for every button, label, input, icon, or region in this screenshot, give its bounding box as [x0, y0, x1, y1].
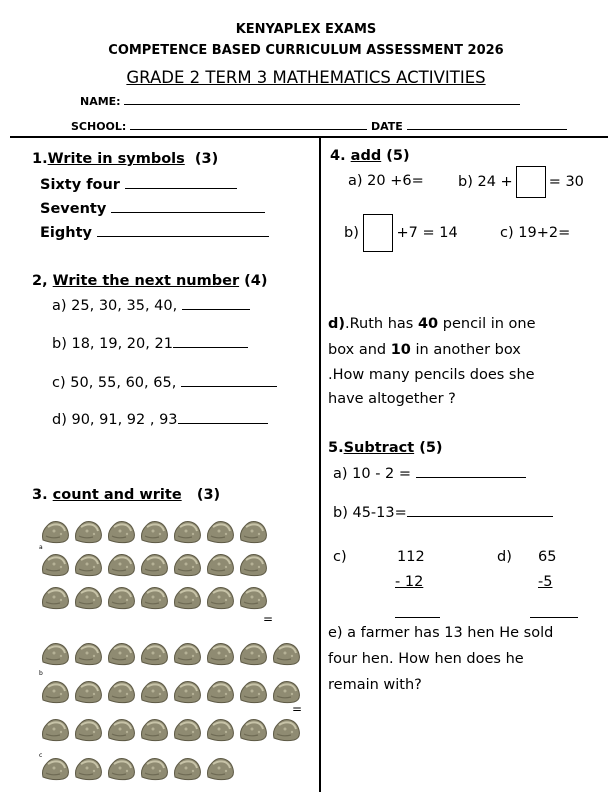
rock-icon: [271, 640, 301, 666]
q2-item-text: b) 18, 19, 20, 21: [52, 336, 173, 352]
rock-icon: [73, 518, 103, 544]
answer-blank[interactable]: [173, 334, 248, 348]
rock-icon: [139, 584, 169, 610]
rock-icon: [73, 716, 103, 742]
q3-heading: [32, 487, 220, 503]
q3-label-b: b: [39, 670, 43, 677]
q5-item-e-line1: e) a farmer has 13 hen He sold: [328, 625, 554, 641]
rock-icon: [40, 716, 70, 742]
q3-label-a: a: [39, 544, 43, 551]
rock-icon: [40, 584, 70, 610]
q5-number: 5.: [328, 440, 344, 456]
answer-blank[interactable]: [97, 223, 269, 237]
q1-marks: (3): [194, 151, 219, 167]
rock-icon: [139, 640, 169, 666]
q5-item-e-line2: four hen. How hen does he: [328, 651, 524, 667]
rock-icon: [172, 640, 202, 666]
rock-icon: [139, 755, 169, 781]
q2-item-a: [52, 296, 250, 314]
rock-icon: [172, 755, 202, 781]
q4-marks: (5): [386, 148, 410, 164]
q1-item-text: Seventy: [40, 201, 107, 217]
q5-item-e-line3: remain with?: [328, 677, 422, 693]
assessment-title: COMPETENCE BASED CURRICULUM ASSESSMENT 2026: [108, 43, 504, 58]
q4-b1-result: = 30: [548, 174, 584, 190]
q5-a-text: a) 10 - 2 =: [333, 466, 412, 482]
date-blank[interactable]: [407, 120, 567, 130]
q2-item-text: a) 25, 30, 35, 40,: [52, 298, 178, 314]
school-row: [71, 120, 567, 133]
q4-number: 4.: [330, 148, 346, 164]
rock-icon: [106, 678, 136, 704]
q5-marks: (5): [419, 440, 443, 456]
rock-icon: [40, 640, 70, 666]
rock-icon: [106, 755, 136, 781]
rock-icon: [40, 551, 70, 577]
name-blank[interactable]: [124, 95, 520, 105]
rock-icon: [205, 716, 235, 742]
name-label: NAME:: [80, 95, 121, 108]
q5-item-a: [333, 464, 526, 482]
q2-number: 2,: [32, 273, 48, 289]
rock-icon: [40, 518, 70, 544]
q4-item-b1: [458, 166, 584, 198]
q4-item-b2: [344, 214, 458, 252]
rock-icon: [139, 716, 169, 742]
answer-blank[interactable]: [182, 296, 250, 310]
name-row: [80, 95, 520, 108]
q2-marks: (4): [244, 273, 268, 289]
rock-icon: [73, 755, 103, 781]
q1-number: 1.: [32, 151, 48, 167]
rock-icon: [238, 518, 268, 544]
q4-d-text: box and: [328, 342, 391, 358]
answer-blank[interactable]: [178, 410, 268, 424]
q4-d-label: d): [328, 316, 346, 332]
q4-item-d-line4: have altogether ?: [328, 391, 456, 407]
q4-b1-text: b) 24 +: [458, 174, 513, 190]
rock-icon: [172, 518, 202, 544]
q3-marks: (3): [196, 487, 221, 503]
rock-icon: [40, 755, 70, 781]
rock-icon: [238, 678, 268, 704]
rock-icon: [205, 640, 235, 666]
q5-b-text: b) 45-13=: [333, 505, 407, 521]
rock-icon: [205, 584, 235, 610]
q4-item-d-line2: [328, 342, 521, 358]
rock-icon: [172, 678, 202, 704]
rock-icon: [106, 518, 136, 544]
q3-label-c: c: [39, 752, 43, 759]
rock-icon: [40, 678, 70, 704]
q1-item-text: Sixty four: [40, 177, 120, 193]
answer-blank[interactable]: [407, 503, 553, 517]
answer-blank[interactable]: [111, 199, 265, 213]
q5-c-bottom: - 12: [395, 574, 424, 590]
q5-d-bottom: -5: [538, 574, 553, 590]
rock-icon: [238, 551, 268, 577]
q5-d-label: d): [497, 549, 512, 565]
q2-item-text: d) 90, 91, 92 , 93: [52, 412, 178, 428]
rock-icon: [106, 716, 136, 742]
answer-blank[interactable]: [181, 373, 277, 387]
header-divider: [10, 136, 608, 138]
q3-title: count and write: [52, 487, 182, 503]
rock-icon: [106, 640, 136, 666]
rock-icon: [139, 518, 169, 544]
column-divider: [319, 137, 321, 792]
q4-b2-text: +7 = 14: [396, 225, 458, 241]
rock-icon: [238, 584, 268, 610]
date-label: DATE: [371, 120, 403, 133]
q4-item-c: c) 19+2=: [500, 225, 571, 241]
grade-title-text: GRADE 2 TERM 3 MATHEMATICS ACTIVITIES: [126, 68, 486, 87]
q5-heading: [328, 440, 443, 456]
q1-item-1: [40, 175, 237, 193]
rock-icon: [271, 716, 301, 742]
q1-item-2: [40, 199, 265, 217]
q4-title: add: [350, 148, 382, 164]
rock-icon: [73, 640, 103, 666]
answer-box[interactable]: [516, 166, 546, 198]
rock-icon: [205, 518, 235, 544]
rock-icon: [106, 584, 136, 610]
rock-icon: [205, 678, 235, 704]
q2-item-c: [52, 373, 277, 391]
q5-item-b: [333, 503, 553, 521]
rock-icon: [139, 551, 169, 577]
q3-number: 3.: [32, 487, 48, 503]
rock-icon: [139, 678, 169, 704]
rock-icon: [205, 551, 235, 577]
q5-d-top: 65: [538, 549, 557, 565]
q2-heading: [32, 273, 268, 289]
grade-title: [0, 68, 612, 87]
answer-blank[interactable]: [125, 175, 237, 189]
q5-title: Subtract: [343, 440, 415, 456]
rock-icon: [172, 584, 202, 610]
q4-item-a: a) 20 +6=: [348, 173, 424, 189]
q5-c-top: 112: [397, 549, 425, 565]
q4-heading: [330, 148, 410, 164]
rock-icon: [73, 678, 103, 704]
school-label: SCHOOL:: [71, 120, 127, 133]
q5-d-answer-line[interactable]: [530, 617, 578, 618]
q4-item-d-line3: .How many pencils does she: [328, 367, 535, 383]
answer-blank[interactable]: [416, 464, 526, 478]
school-blank[interactable]: [130, 120, 367, 130]
q2-title: Write the next number: [52, 273, 240, 289]
q3-equals-b: =: [292, 702, 303, 716]
rock-icon: [73, 584, 103, 610]
q1-title: Write in symbols: [47, 151, 185, 167]
exam-body-title: KENYAPLEX EXAMS: [235, 22, 377, 37]
rock-icon: [106, 551, 136, 577]
q2-item-text: c) 50, 55, 60, 65,: [52, 375, 177, 391]
rock-icon: [238, 716, 268, 742]
q4-d-number: 40: [417, 316, 439, 332]
answer-box[interactable]: [363, 214, 393, 252]
q3-equals-a: =: [263, 612, 274, 626]
q4-d-text: pencil in one: [438, 316, 536, 332]
rock-icon: [172, 716, 202, 742]
rock-icon: [238, 640, 268, 666]
q2-item-b: [52, 334, 248, 352]
q4-d-text: .Ruth has: [345, 316, 418, 332]
q4-d-text: in another box: [410, 342, 521, 358]
q5-c-label: c): [333, 549, 347, 565]
rock-icon: [73, 551, 103, 577]
q4-item-d-line1: [328, 316, 536, 332]
q4-d-number: 10: [390, 342, 411, 358]
q2-item-d: [52, 410, 268, 428]
rock-icon: [271, 678, 301, 704]
q1-item-3: [40, 223, 269, 241]
q4-b2-label: b): [344, 225, 359, 241]
q1-heading: [32, 151, 218, 167]
rock-icon: [172, 551, 202, 577]
q1-item-text: Eighty: [40, 225, 92, 241]
q5-c-answer-line[interactable]: [395, 617, 440, 618]
rock-icon: [205, 755, 235, 781]
